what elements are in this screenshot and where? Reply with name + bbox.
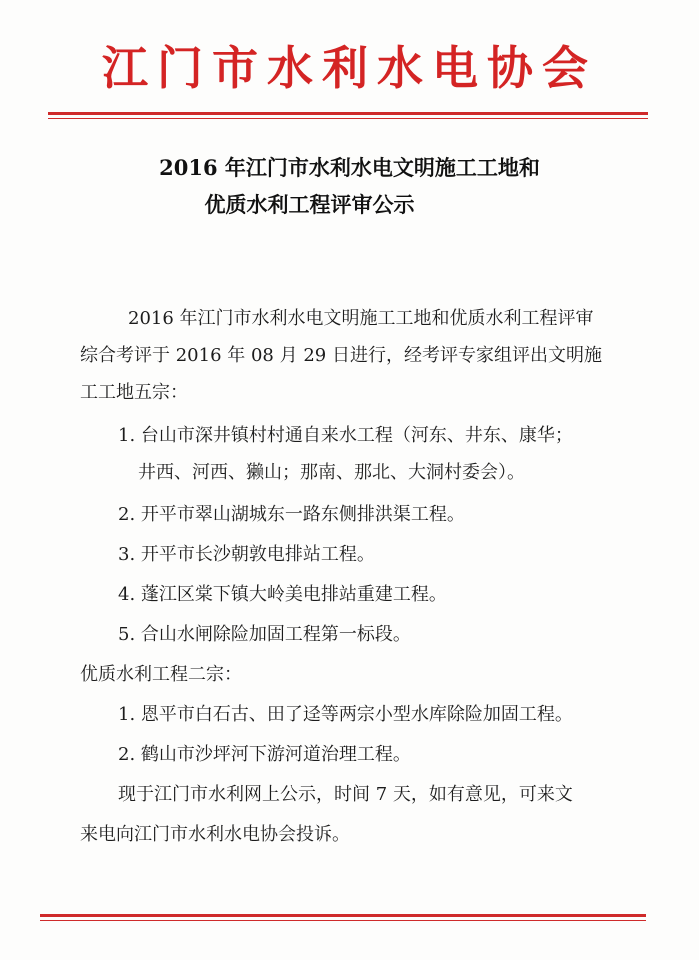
- intro-paragraph-line-2: 综合考评于 2016 年 08 月 29 日进行，经考评专家组评出文明施: [80, 345, 602, 366]
- header-rule-thin: [48, 118, 648, 119]
- document-title-line-1: 2016 年江门市水利水电文明施工工地和: [159, 155, 540, 180]
- quality-item-1: 1. 恩平市白石古、田了迳等两宗小型水库除险加固工程。: [118, 704, 573, 725]
- site-item-1-line-1: 1. 台山市深井镇村村通自来水工程（河东、井东、康华；: [118, 425, 573, 446]
- intro-paragraph-line-3: 工工地五宗：: [80, 382, 188, 403]
- site-item-2: 2. 开平市翠山湖城东一路东侧排洪渠工程。: [118, 504, 465, 525]
- intro-paragraph-line-1: 2016 年江门市水利水电文明施工工地和优质水利工程评审: [128, 308, 594, 329]
- closing-paragraph-line-2: 来电向江门市水利水电协会投诉。: [80, 824, 350, 845]
- footer-rule-thin: [40, 920, 646, 921]
- site-item-3: 3. 开平市长沙朝敦电排站工程。: [118, 544, 375, 565]
- quality-item-2: 2. 鹤山市沙坪河下游河道治理工程。: [118, 744, 411, 765]
- closing-paragraph-line-1: 现于江门市水利网上公示，时间 7 天，如有意见，可来文: [118, 784, 573, 805]
- site-item-4: 4. 蓬江区棠下镇大岭美电排站重建工程。: [118, 584, 447, 605]
- site-item-5: 5. 合山水闸除险加固工程第一标段。: [118, 624, 411, 645]
- footer-rule-thick: [40, 914, 646, 917]
- document-title-line-2: 优质水利工程评审公示: [204, 192, 415, 217]
- organization-header: 江门市水利水电协会: [102, 41, 597, 95]
- header-rule-thick: [48, 112, 648, 115]
- quality-projects-heading: 优质水利工程二宗：: [80, 664, 242, 685]
- site-item-1-line-2: 井西、河西、獭山；那南、那北、大洞村委会）。: [138, 462, 525, 483]
